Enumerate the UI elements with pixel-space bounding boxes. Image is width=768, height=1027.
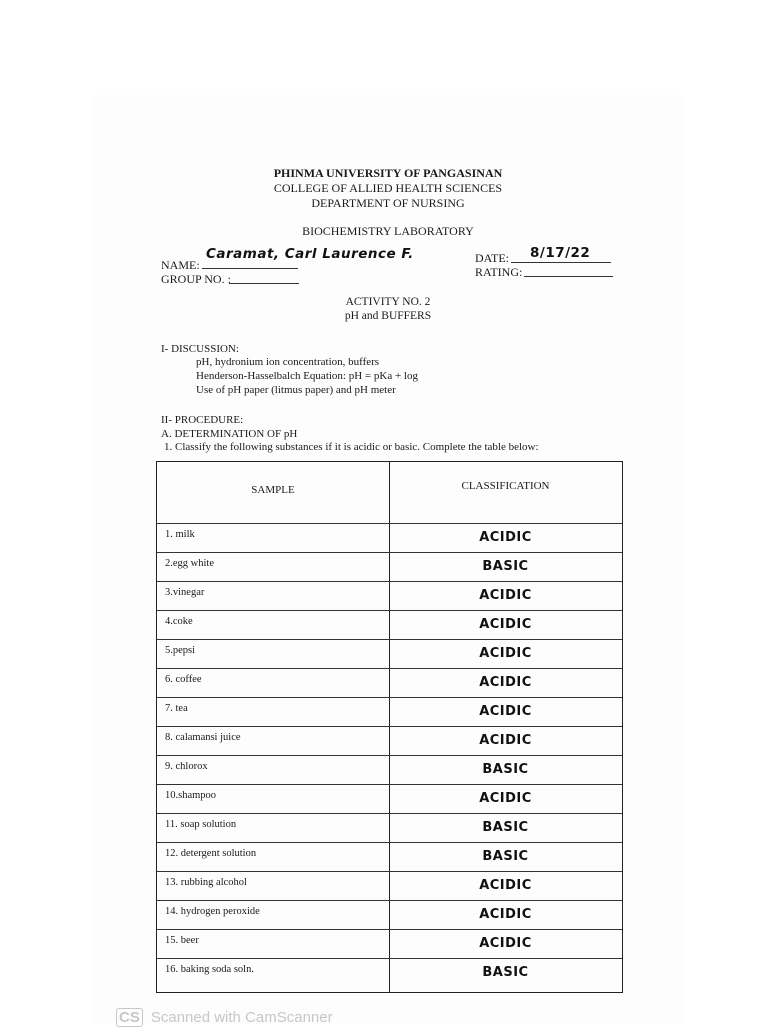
discussion-line-3: Use of pH paper (litmus paper) and pH meter: [196, 384, 396, 396]
watermark-text: Scanned with CamScanner: [150, 1009, 333, 1026]
sample-cell: 9. chlorox: [165, 761, 208, 772]
sample-cell: 12. detergent solution: [165, 848, 257, 859]
discussion-line-1: pH, hydronium ion concentration, buffers: [196, 356, 380, 368]
discussion-heading: I- DISCUSSION:: [161, 343, 239, 355]
table-row: [157, 726, 622, 755]
sample-cell: 7. tea: [165, 703, 188, 714]
table-row: [157, 639, 622, 668]
classification-cell: BASIC: [482, 762, 529, 777]
procedure-subheading: A. DETERMINATION OF pH: [161, 428, 298, 440]
table-row: [157, 610, 622, 639]
table-row: [157, 784, 622, 813]
sample-cell: 8. calamansi juice: [165, 732, 241, 743]
discussion-line-2: Henderson-Hasselbalch Equation: pH = pKa + log: [196, 370, 418, 382]
table-row: [157, 668, 622, 697]
sample-cell: 11. soap solution: [165, 819, 237, 830]
table-row: [157, 900, 622, 929]
classification-cell: ACIDIC: [479, 878, 532, 893]
procedure-heading: II- PROCEDURE:: [161, 414, 244, 426]
table-row: [157, 871, 622, 900]
camscanner-logo: CS: [116, 1008, 143, 1027]
department-name: DEPARTMENT OF NURSING: [311, 196, 465, 210]
sample-cell: 1. milk: [165, 529, 195, 540]
classification-cell: BASIC: [482, 820, 529, 835]
header-sample: SAMPLE: [251, 484, 295, 496]
classification-cell: ACIDIC: [479, 733, 532, 748]
sample-cell: 15. beer: [165, 935, 199, 946]
table-row: [157, 523, 622, 552]
date-label: DATE:: [475, 251, 509, 265]
classification-cell: ACIDIC: [479, 646, 532, 661]
classification-cell: ACIDIC: [479, 675, 532, 690]
table-row: [157, 755, 622, 784]
header-classification: CLASSIFICATION: [461, 480, 550, 492]
rating-label: RATING:: [475, 265, 523, 279]
sample-cell: 5.pepsi: [165, 645, 196, 656]
name-value: Caramat, Carl Laurence F.: [206, 246, 414, 262]
name-underline: [202, 268, 298, 269]
classification-cell: ACIDIC: [479, 936, 532, 951]
college-name: COLLEGE OF ALLIED HEALTH SCIENCES: [273, 181, 503, 195]
group-underline: [229, 283, 299, 284]
sample-cell: 4.coke: [165, 616, 193, 627]
classification-table: [156, 461, 623, 993]
activity-number: ACTIVITY NO. 2: [345, 296, 431, 308]
sample-cell: 13. rubbing alcohol: [165, 877, 247, 888]
rating-underline: [524, 276, 613, 277]
table-row: [157, 842, 622, 871]
classification-cell: ACIDIC: [479, 907, 532, 922]
sample-cell: 16. baking soda soln.: [165, 964, 254, 975]
scanner-watermark: [116, 1008, 333, 1027]
classification-cell: BASIC: [482, 965, 529, 980]
table-row: [157, 929, 622, 958]
classification-cell: ACIDIC: [479, 588, 532, 603]
name-label: NAME:: [161, 258, 200, 272]
procedure-instruction: 1. Classify the following substances if it is acidic or basic. Complete the table below:: [164, 441, 539, 453]
activity-title: pH and BUFFERS: [344, 310, 432, 322]
classification-cell: BASIC: [482, 559, 529, 574]
sample-cell: 6. coffee: [165, 674, 202, 685]
university-name: PHINMA UNIVERSITY OF PANGASINAN: [273, 166, 503, 180]
classification-cell: ACIDIC: [479, 617, 532, 632]
sample-cell: 14. hydrogen peroxide: [165, 906, 260, 917]
sample-cell: 3.vinegar: [165, 587, 205, 598]
classification-cell: ACIDIC: [479, 530, 532, 545]
classification-cell: ACIDIC: [479, 791, 532, 806]
table-row: [157, 958, 622, 987]
table-row: [157, 697, 622, 726]
group-label: GROUP NO. :: [161, 272, 231, 286]
classification-cell: ACIDIC: [479, 704, 532, 719]
sample-cell: 2.egg white: [165, 558, 214, 569]
classification-cell: BASIC: [482, 849, 529, 864]
table-row: [157, 552, 622, 581]
table-row: [157, 813, 622, 842]
date-underline: [511, 262, 611, 263]
lab-name: BIOCHEMISTRY LABORATORY: [302, 224, 474, 238]
sample-cell: 10.shampoo: [165, 790, 217, 801]
date-value: 8/17/22: [530, 245, 591, 261]
table-row: [157, 581, 622, 610]
